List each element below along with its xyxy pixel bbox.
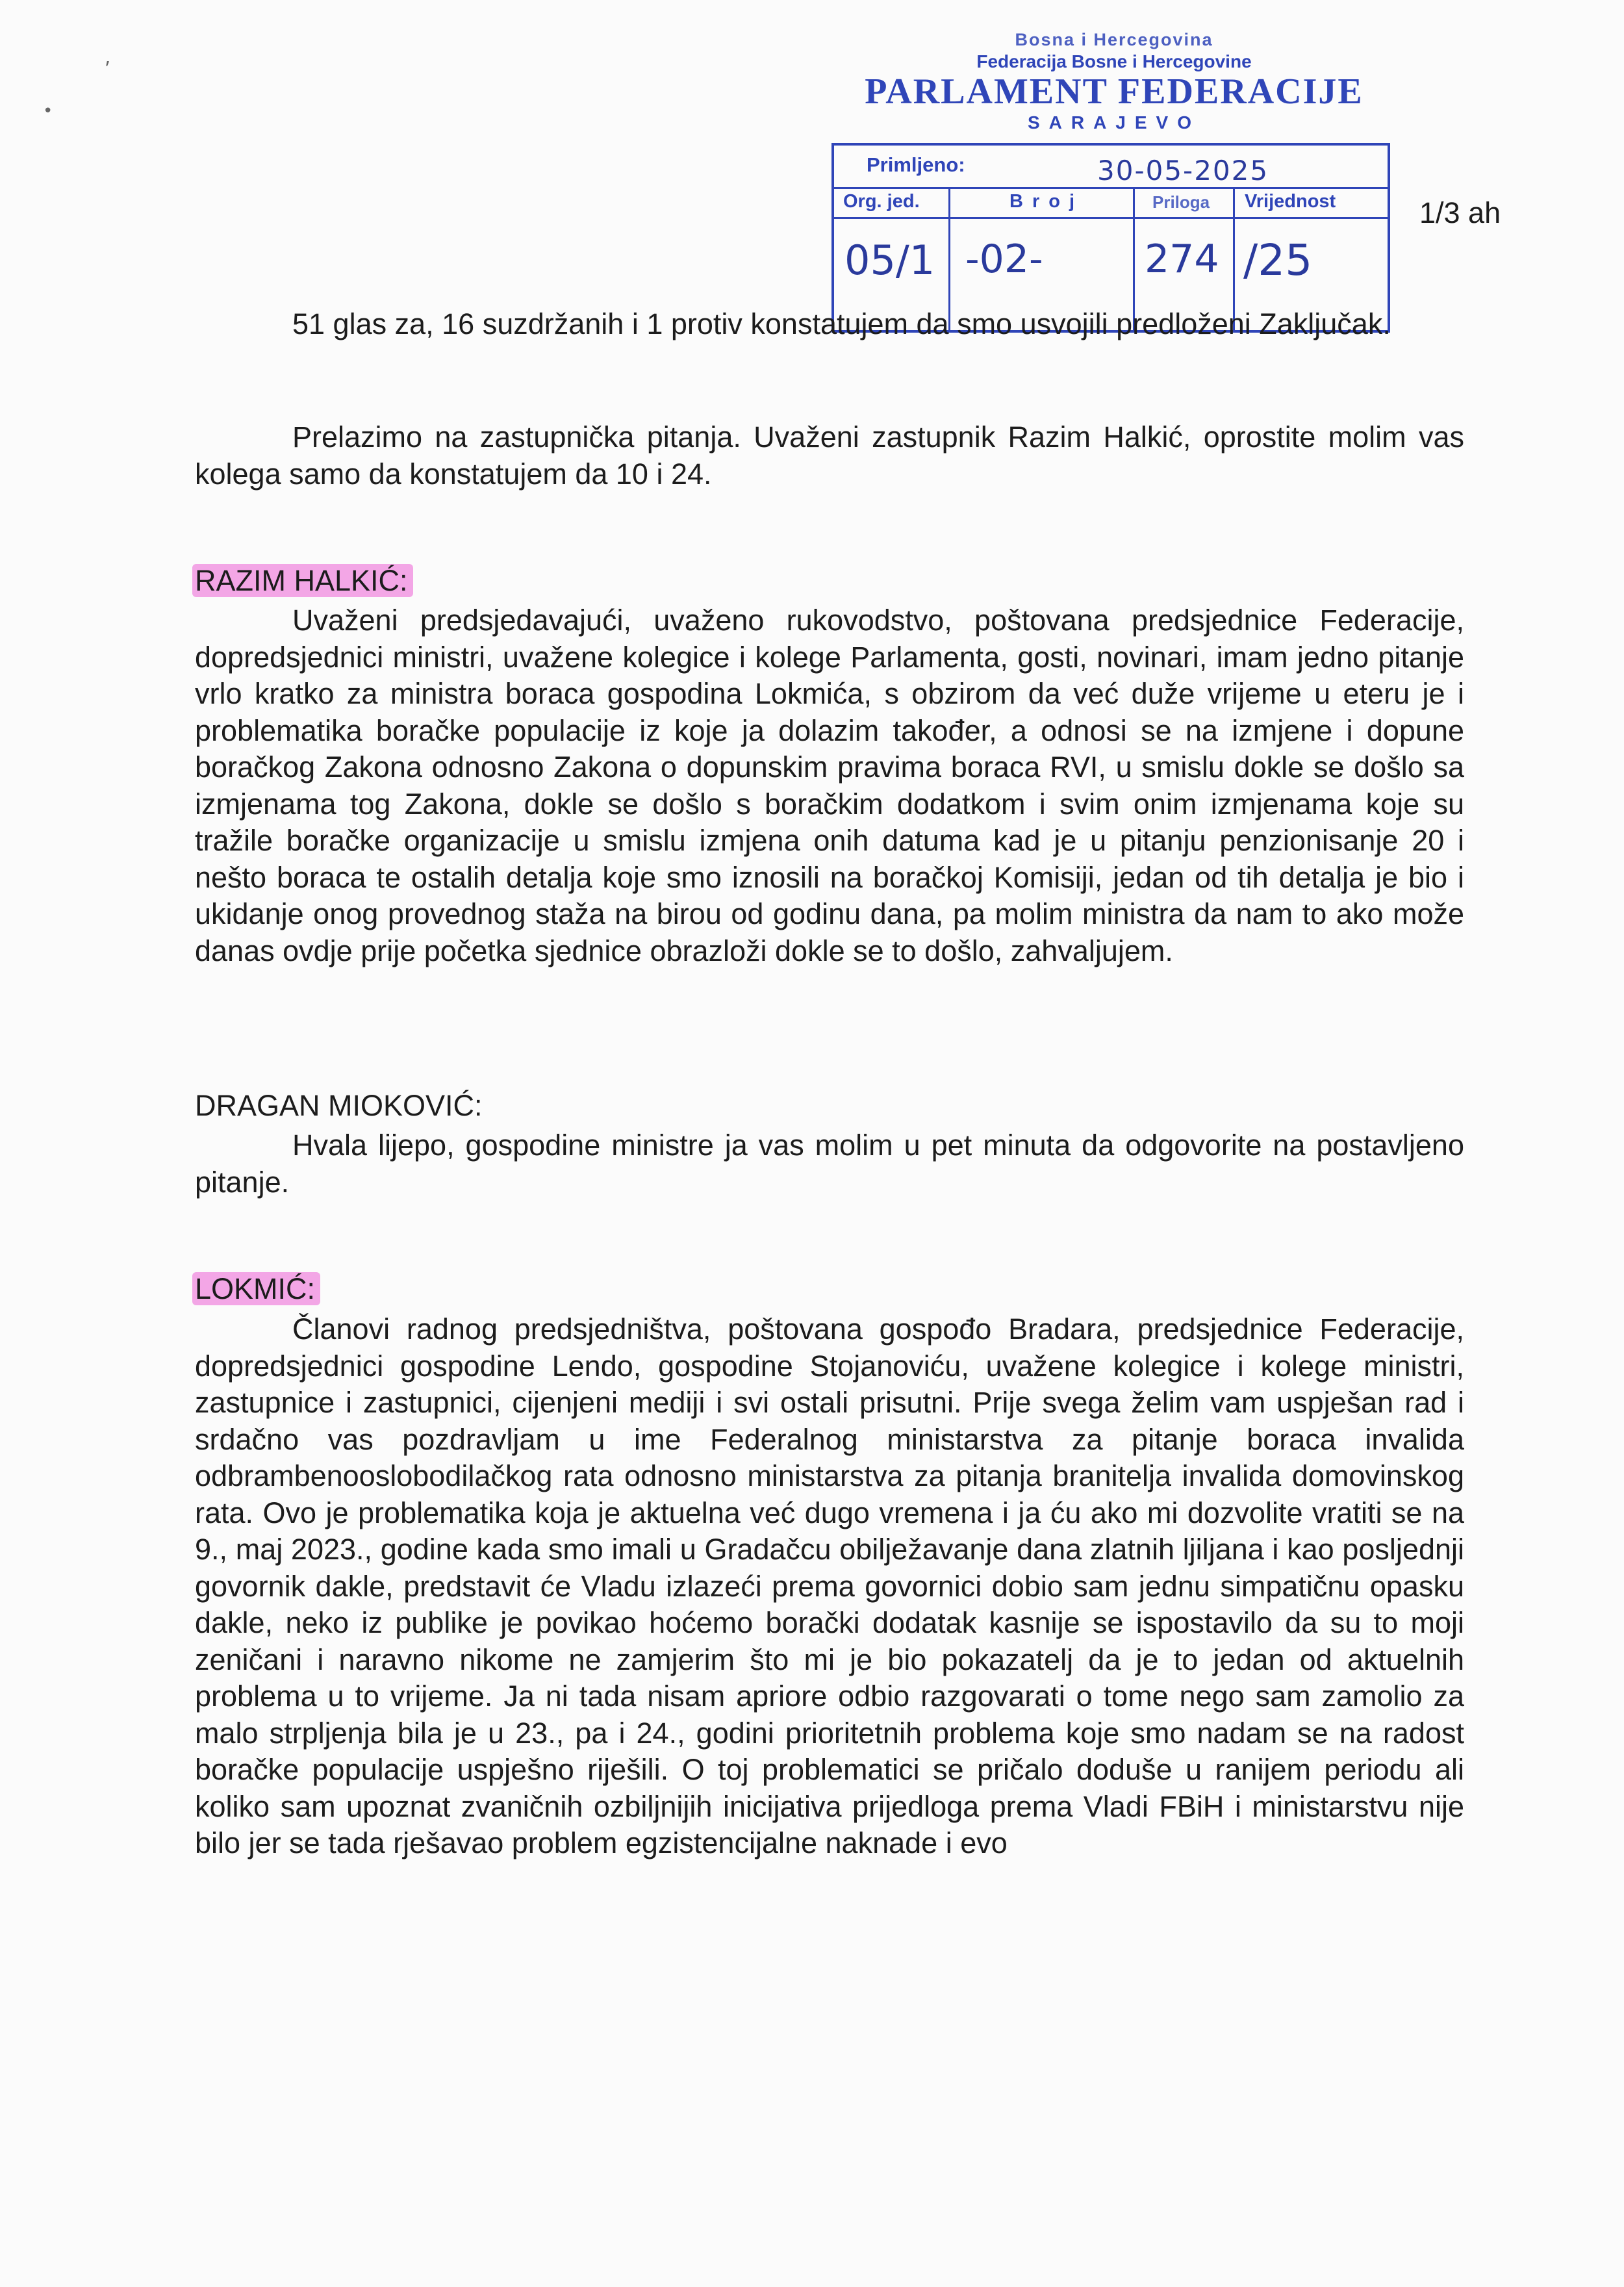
stamp-vrijednost-value: /25 [1243, 235, 1313, 285]
speaker-label: DRAGAN MIOKOVIĆ: [195, 1089, 483, 1122]
stamp-col-org: Org. jed. [843, 191, 920, 212]
stamp-received-date: 30-05-2025 [1097, 155, 1269, 186]
speaker-name [195, 1271, 320, 1307]
stamp-broj-value: -02- [965, 236, 1043, 282]
stamp-priloga-value: 274 [1145, 236, 1219, 282]
speech-text [195, 1127, 1464, 1201]
stamp-city: SARAJEVO [1027, 112, 1201, 133]
stamp-country: Bosna i Hercegovina [1015, 30, 1213, 49]
highlighted-speaker: LOKMIĆ: [192, 1272, 320, 1305]
speech-body: Uvaženi predsjedavajući, uvaženo rukovodstvo, poštovana predsjednice Federacije, dopredsjednici ministri, uvažene kolegice i kolege Parlamenta, gosti, novinari, imam jedno pitanje vrlo kratko za ministra boraca gospodina Lokmića, s obzirom da već duže vrijeme u eteru je i problematika boračke populacije iz koje ja dolazim također, a odnosi se na izmjene i dopune boračkog Zakona odnosno Zakona o dopunskim pravima boraca RVI, u smislu dokle se došlo sa izmjenama tog Zakona, dokle se došlo s boračkim dodatkom i svim onim izmjenama koje su tražile boračke organizacije u smislu izmjena onih datuma kad je u pitanju penzionisanje 20 i nešto boraca te ostalih detalja koje smo iznosili na boračkoj Komisiji, jedan od tih detalja je bio i ukidanje onog provednog staža na birou od godinu dana, pa molim ministra da nam to ako može danas ovdje prije početka sjednice obrazloži dokle se to došlo, zahvaljujem. [195, 604, 1464, 967]
paragraph-text: Prelazimo na zastupnička pitanja. Uvaženi zastupnik Razim Halkić, oprostite molim vas kolega samo da konstatujem da 10 i 24. [195, 420, 1464, 491]
speech-text [195, 1311, 1464, 1862]
speech-body: Hvala lijepo, gospodine ministre ja vas molim u pet minuta da odgovorite na postavljeno pitanje. [195, 1129, 1464, 1199]
stamp-parliament: PARLAMENT FEDERACIJE [865, 71, 1364, 112]
stamp-header-row [834, 187, 1388, 219]
stamp-received-row [834, 146, 1388, 189]
stamp-col-priloga: Priloga [1152, 192, 1210, 212]
stamp-col-broj: Broj [1009, 191, 1084, 212]
speech-text [195, 602, 1464, 969]
stamp-col-vrijednost: Vrijednost [1245, 191, 1336, 212]
paragraph-text: 51 glas za, 16 suzdržanih i 1 protiv konstatujem da smo usvojili predloženi Zaključak. [292, 307, 1391, 340]
paragraph [195, 419, 1464, 492]
margin-mark: • [43, 101, 53, 121]
stamp-received-label: Primljeno: [867, 153, 965, 176]
receipt-stamp [831, 30, 1397, 285]
paragraph [195, 306, 1464, 343]
stamp-register-box [831, 143, 1390, 333]
stamp-federation: Federacija Bosne i Hercegovine [976, 51, 1252, 71]
page-reference: 1/3 ah [1419, 196, 1501, 229]
margin-mark: ⸴ [105, 49, 111, 71]
speaker-name [195, 1088, 483, 1124]
stamp-org-value: 05/1 [844, 236, 935, 284]
highlighted-speaker: RAZIM HALKIĆ: [192, 564, 413, 597]
speech-body: Članovi radnog predsjedništva, poštovana gospođo Bradara, predsjednice Federacije, dopredsjednici gospodine Lendo, gospodine Stojanoviću, uvažene kolegice i kolege ministri, zastupnice i zastupnici, cijenjeni mediji i svi ostali prisutni. Prije svega želim vam uspješan rad i srdačno vas pozdravljam u ime Federalnog ministarstva za pitanje boraca invalida odbrambenooslobodilačkog rata odnosno ministarstva za pitanja branitelja invalida domovinskog rata. Ovo je problematika koja je aktuelna već dugo vremena i ja ću ako mi dozvolite vratiti se na 9., maj 2023., godine kada smo imali u Gradačcu obilježavanje dana zlatnih ljiljana i kao posljednji govornik dakle, predstavit će Vladu izlazeći prema govornici dobio sam jednu simpatičnu opasku dakle, neko iz publike je povikao hoćemo borački dodatak kasnije se ispostavilo da su to moji zeničani i naravno nikome ne zamjerim što mi je bio pokazatelj da je to jedan od aktuelnih problema u to vrijeme. Ja ni tada nisam apriore odbio razgovarati o tome nego sam zamolio za malo strpljenja bila je u 23., pa i 24., godini prioritetnih problema koje smo nadam se na radost boračke populacije uspješno riješili. O toj problematici se pričalo doduše u ranijem periodu ali koliko sam upoznat zvaničnih ozbiljnijih inicijativa prijedloga prema Vladi FBiH i ministarstvu nije bilo jer se tada rješavao problem egzistencijalne naknade i evo [195, 1312, 1464, 1859]
speaker-name [195, 563, 413, 599]
